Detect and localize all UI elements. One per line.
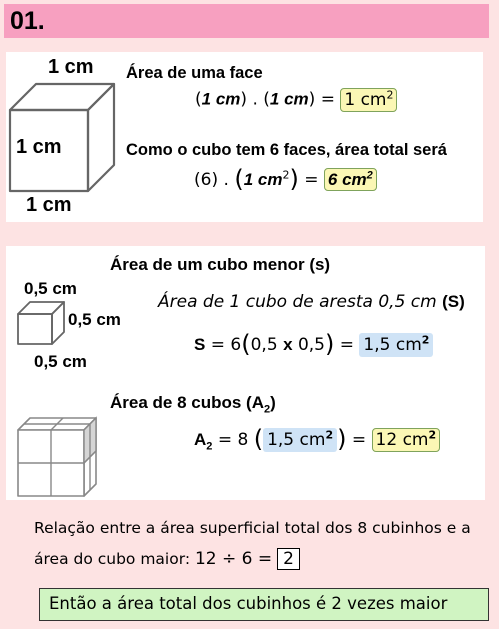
value-exponent: 2 <box>325 428 334 442</box>
cube-top-label: 1 cm <box>48 56 94 78</box>
faces-note: Como o cubo tem 6 faces, área total será <box>126 141 447 159</box>
a-letter: A <box>194 430 207 449</box>
description-symbol: (S) <box>442 292 465 311</box>
face-count: 6 <box>230 335 242 355</box>
cube-count: 8 <box>237 430 249 450</box>
paren-close: ) <box>308 89 316 110</box>
result-exponent: 2 <box>366 169 373 182</box>
result-exponent: 2 <box>386 88 394 101</box>
equals-sign: = <box>210 335 225 355</box>
relation-answer: 2 <box>277 548 300 570</box>
equals-sign: = <box>217 430 233 450</box>
small-cube-area-value <box>263 428 337 452</box>
heading-close: ) <box>270 393 276 412</box>
face-area-result <box>340 88 397 112</box>
face-area-formula <box>195 88 397 110</box>
total-area-formula <box>194 165 377 193</box>
description-text: Área de 1 cubo de aresta 0,5 cm <box>158 292 437 312</box>
exercise-number: 01. <box>10 7 45 35</box>
face-area-heading: Área de uma face <box>126 64 263 82</box>
eight-cubes-formula <box>194 425 440 453</box>
result-value: 1 cm <box>344 89 387 110</box>
relation-line-2 <box>34 549 300 569</box>
title-bar <box>4 4 489 38</box>
division-expression: 12 ÷ 6 = <box>194 549 273 569</box>
face-area-exponent: 2 <box>282 168 290 182</box>
paren-open: ( <box>253 425 264 453</box>
eight-cubes-drawing <box>6 246 126 500</box>
small-cube-side-label: 0,5 cm <box>68 310 121 329</box>
value-text: 1,5 cm <box>267 430 326 450</box>
paren-open: ( <box>241 330 251 358</box>
a2-symbol <box>194 430 213 453</box>
multiply-dot: . <box>223 170 229 190</box>
cube-bottom-label: 1 cm <box>26 194 72 216</box>
paren-close: ) <box>240 89 248 110</box>
result-exponent: 2 <box>428 428 437 442</box>
small-cube-top-label: 0,5 cm <box>24 279 77 298</box>
times-sign: x <box>283 335 293 354</box>
small-cube-bottom-label: 0,5 cm <box>34 352 87 371</box>
a-subscript: 2 <box>206 440 213 453</box>
multiply-dot: . <box>252 89 258 110</box>
s-symbol: S <box>194 335 206 354</box>
paren-open: ( <box>194 170 201 190</box>
equals-sign: = <box>320 89 335 110</box>
relation-label: área do cubo maior: <box>34 550 191 568</box>
face-count: 6 <box>200 170 212 190</box>
paren-close: ) <box>211 170 219 190</box>
result-value: 1,5 cm <box>363 335 422 355</box>
relation-line-1: Relação entre a área superficial total dos 8 cubinhos e a <box>34 519 471 537</box>
paren-close: ) <box>337 425 347 453</box>
factor-2: 1 cm <box>269 89 309 109</box>
conclusion-box <box>39 588 489 621</box>
heading-text: Área de 8 cubos (A <box>110 393 264 412</box>
equals-sign: = <box>304 170 319 190</box>
small-cube-result <box>359 333 433 357</box>
paren-close: ) <box>324 330 335 358</box>
panel-small-cubes <box>6 246 485 500</box>
panel-cube-area <box>6 52 483 222</box>
eight-cubes-heading <box>110 393 276 415</box>
small-cube-heading: Área de um cubo menor (s) <box>110 255 331 274</box>
edge-b: 0,5 <box>297 335 325 355</box>
paren-open: ( <box>263 89 270 110</box>
paren-close: ) <box>289 165 299 193</box>
face-area-value: 1 cm <box>243 170 283 189</box>
eight-cubes-result <box>372 428 441 452</box>
paren-open: ( <box>234 165 244 193</box>
equals-sign: = <box>351 430 367 450</box>
small-cube-formula <box>194 330 433 358</box>
small-cube-description <box>158 292 465 312</box>
heading-subscript: 2 <box>264 403 271 416</box>
equals-sign: = <box>339 335 355 355</box>
edge-a: 0,5 <box>250 335 278 355</box>
conclusion-text: Então a área total dos cubinhos é 2 vezes maior <box>49 594 448 613</box>
result-value: 6 cm <box>327 170 367 189</box>
cube-side-label: 1 cm <box>16 136 62 158</box>
result-exponent: 2 <box>421 333 430 347</box>
factor-1: 1 cm <box>201 89 241 109</box>
total-area-result <box>324 168 377 191</box>
paren-open: ( <box>195 89 202 110</box>
result-value: 12 cm <box>375 430 429 450</box>
